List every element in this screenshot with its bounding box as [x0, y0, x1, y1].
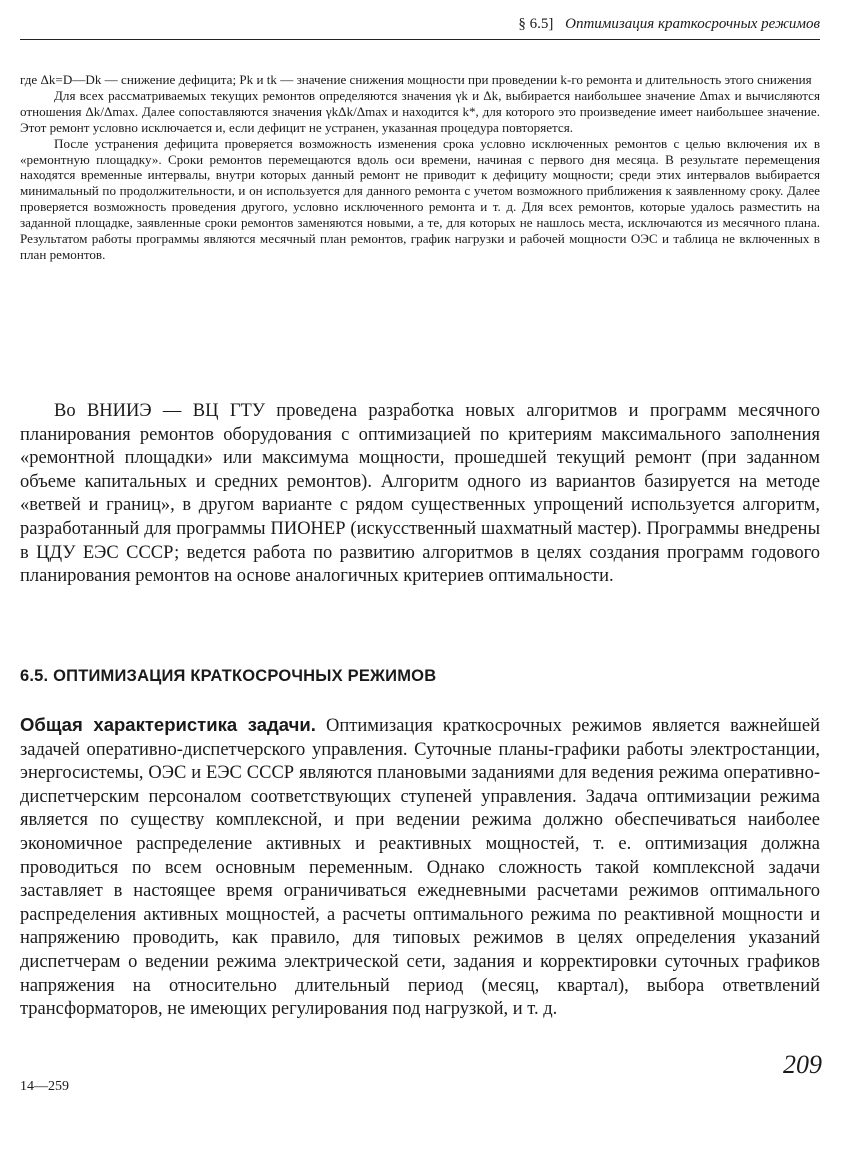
small-print-block — [20, 72, 820, 263]
general-characteristic-paragraph — [20, 713, 820, 1022]
section-title: 6.5. ОПТИМИЗАЦИЯ КРАТКОСРОЧНЫХ РЕЖИМОВ — [20, 667, 437, 685]
vniie-paragraph: Во ВНИИЭ — ВЦ ГТУ проведена разработка новых алгоритмов и программ месячного планирования ремонтов оборудования с оптимизацией по критериям максимального заполнения «ремонтной площадки» или максимума мощности, прошедшей текущий ремонт (при заданном объеме капитальных и средних ремонтов). Алгоритм одного из вариантов базируется на методе «ветвей и границ», в другом варианте с рядом существенных упрощений используется алгоритм, разработанный для программы ПИОНЕР (искусственный шахматный мастер). Программы внедрены в ЦДУ ЕЭС СССР; ведется работа по развитию алгоритмов в целях создания программ годового планирования ремонтов на основе аналогичных критериев оптимальности. — [20, 401, 820, 587]
header-title: Оптимизация краткосрочных режимов — [565, 16, 820, 32]
header-section-number: § 6.5] — [518, 16, 554, 32]
page-number: 209 — [783, 1050, 822, 1079]
general-lead-heading: Общая характеристика задачи. — [20, 714, 316, 735]
running-header — [20, 16, 820, 40]
general-body-text: Оптимизация краткосрочных режимов является важнейшей задачей оперативно-диспетчерского управления. Суточные планы-графики работы электростанции, энергосистемы, ОЭС и ЕЭС СССР являются плановыми заданиями для ведения режима оперативно-диспетчерским персоналом соответствующих ступеней управления. Задача оптимизации режима является по существу комплексной, и при ведении режима должно обеспечиваться наиболее экономичное распределение активных и реактивных мощностей, т. е. оптимизация должна проводиться по всем основным переменным. Однако сложность такой комплексной задачи заставляет в настоящее время ограничиваться ежедневными расчетами режимов оптимального распределения активных мощностей, а расчеты оптимального режима по реактивной мощности и напряжению проводить, как правило, для типовых режимов в целях определения указаний диспетчерам о ведении режима электрической сети, задания и корректировки суточных графиков напряжения на относительно длительный период (месяц, квартал), выбора ответвлений трансформаторов, не имеющих регулирования под нагрузкой, и т. д. — [20, 716, 820, 1020]
general-characteristic-block — [20, 713, 820, 1022]
vniie-paragraph-block — [20, 400, 820, 589]
signature-mark: 14—259 — [20, 1079, 69, 1094]
formula-note-paragraph: где Δk=D—Dk — снижение дефицита; Pk и tk — значение снижения мощности при проведении k-го ремонта и длительность этого снижения — [20, 72, 812, 87]
relocation-paragraph: После устранения дефицита проверяется возможность изменения срока условно исключенных ремонтов с целью включения их в «ремонтную площадку». Сроки ремонтов перемещаются вдоль оси времени, начиная с первого дня месяца. В результате перемещения находятся временные интервалы, внутри которых данный ремонт не приводит к дефициту мощности; среди этих интервалов выбирается минимальный по продолжительности, и он используется для данного ремонта с учетом возможного приближения к заявленному сроку. Далее проверяется возможность проведения другого, условно исключенного ремонта и т. д. Для всех ремонтов, которые удалось разместить на заданной площадке, заявленные сроки ремонтов заменяются новыми, а те, для которых не нашлось места, исключаются из месячного плана. Результатом работы программы являются месячный план ремонтов, график нагрузки и рабочей мощности ОЭС и таблица не включенных в план ремонтов. — [20, 135, 820, 262]
procedure-paragraph: Для всех рассматриваемых текущих ремонтов определяются значения γk и Δk, выбирается наибольшее значение Δmax и вычисляются отношения Δk/Δmax. Далее сопоставляются значения γkΔk/Δmax и находится k*, для которого это произведение имеет наибольшее значение. Этот ремонт условно исключается и, если дефицит не устранен, указанная процедура повторяется. — [20, 87, 820, 135]
